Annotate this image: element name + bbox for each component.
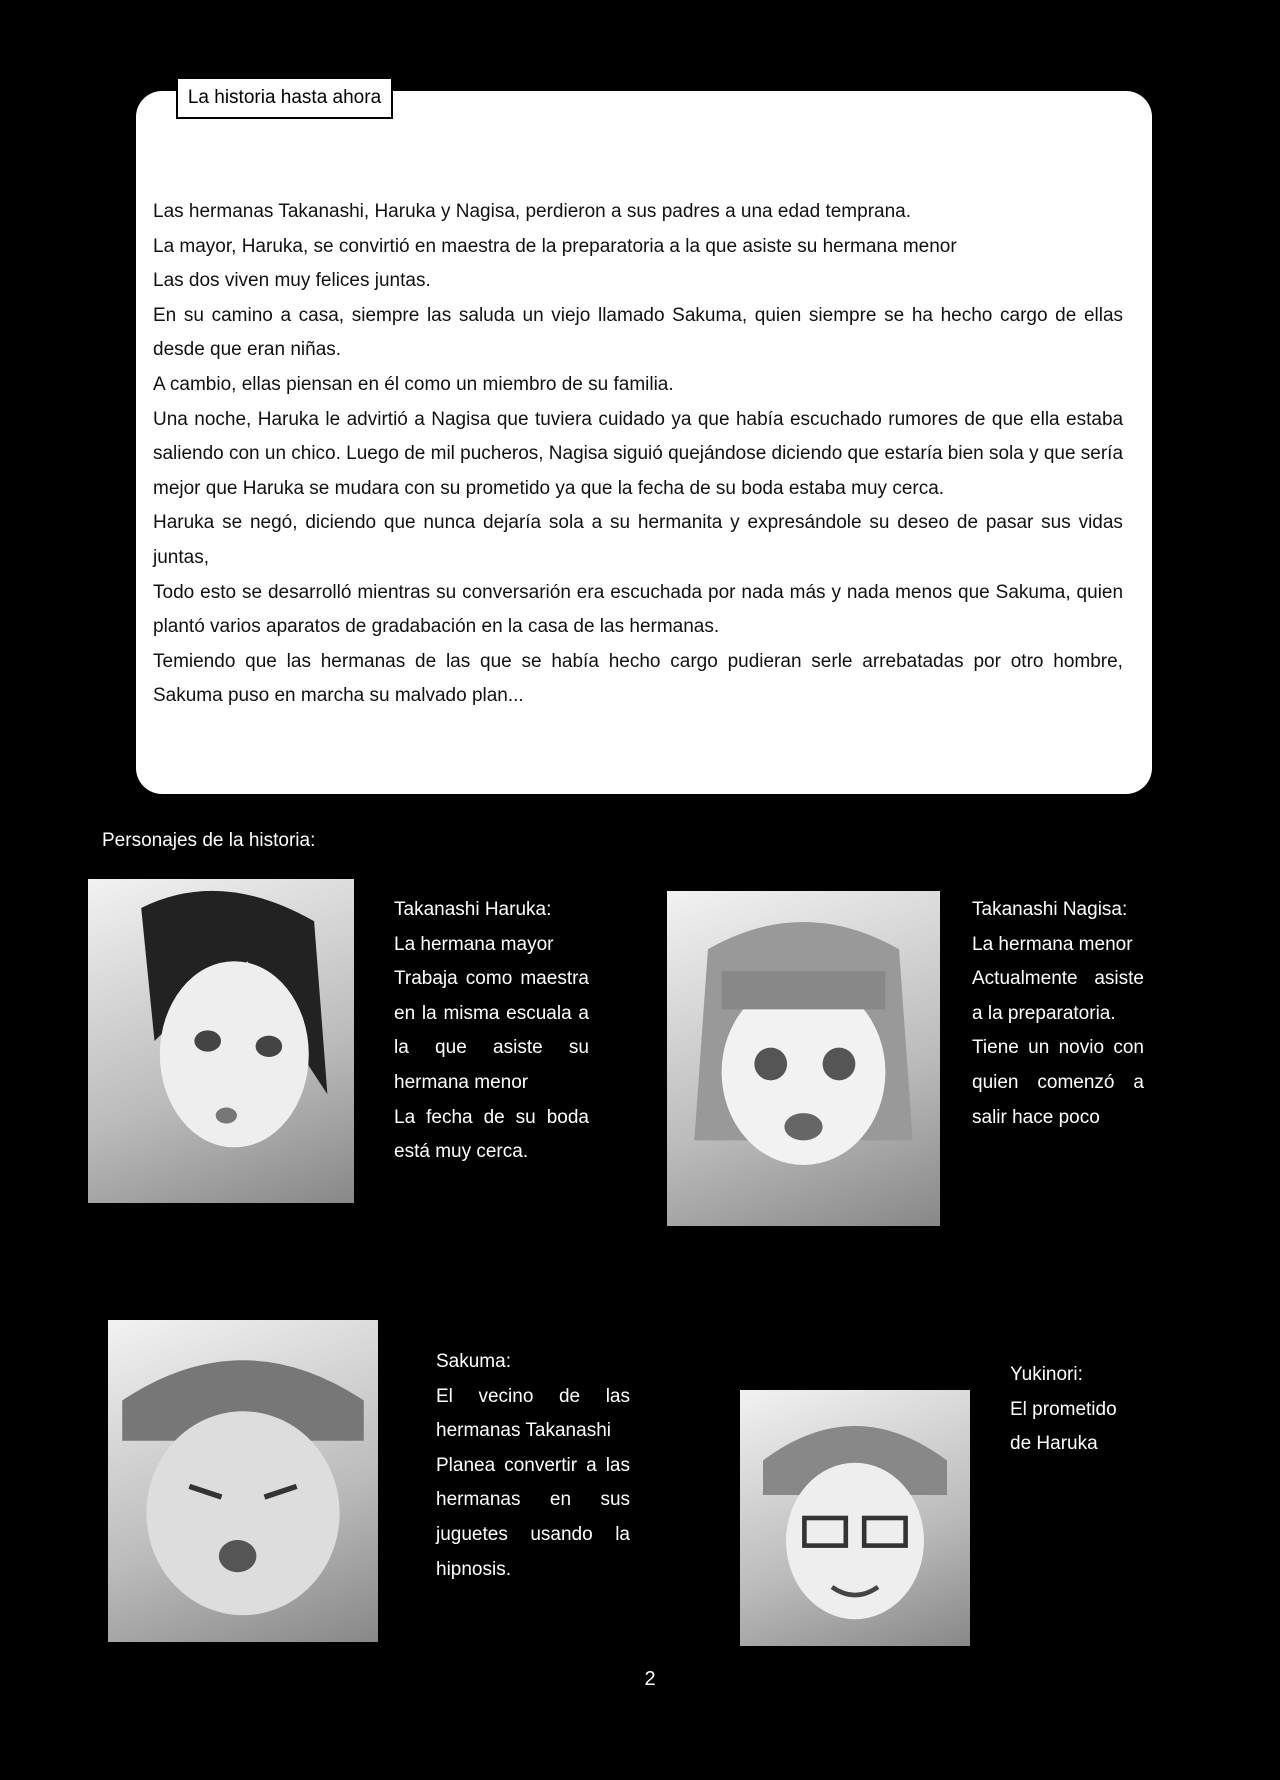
char-line: la que asiste su: [394, 1037, 589, 1059]
char-line: salir hace poco: [972, 1106, 1100, 1128]
char-line: Trabaja como maestra: [394, 968, 589, 990]
summary-line: Sakuma puso en marcha su malvado plan...: [153, 685, 524, 707]
char-line: hipnosis.: [436, 1558, 511, 1580]
sakuma-portrait: [108, 1320, 378, 1642]
summary-line: Temiendo que las hermanas de las que se había hecho cargo pudieran serle arrebatadas por otro hombre,: [153, 650, 1123, 672]
summary-line: mejor que Haruka se mudara con su prometido ya que la fecha de su boda estaba muy cerca.: [153, 477, 945, 499]
haruka-description: [394, 893, 589, 1170]
char-line: juguetes usando la: [436, 1523, 630, 1545]
summary-line: Haruka se negó, diciendo que nunca dejaría sola a su hermanita y expresándole su deseo de pasar sus vidas: [153, 512, 1123, 534]
char-line: de Haruka: [1010, 1433, 1098, 1455]
char-line: hermana menor: [394, 1071, 529, 1093]
summary-text: [153, 195, 1123, 714]
char-line: La hermana menor: [972, 933, 1133, 955]
summary-title: La historia hasta ahora: [176, 77, 393, 119]
summary-line: desde que eran niñas.: [153, 339, 342, 361]
char-line: Takanashi Haruka:: [394, 899, 552, 920]
sakuma-description: [436, 1345, 630, 1587]
summary-line: Las hermanas Takanashi, Haruka y Nagisa, perdieron a sus padres a una edad temprana.: [153, 201, 911, 222]
char-line: Planea convertir a las: [436, 1454, 630, 1476]
nagisa-description: [972, 893, 1144, 1135]
char-line: Tiene un novio con: [972, 1037, 1144, 1059]
page-number: 2: [644, 1668, 656, 1690]
haruka-portrait: [88, 879, 354, 1203]
summary-line: Una noche, Haruka le advirtió a Nagisa que tuviera cuidado ya que había escuchado rumores de que ella estaba: [153, 408, 1124, 430]
char-line: está muy cerca.: [394, 1141, 529, 1163]
char-line: La hermana mayor: [394, 933, 554, 955]
summary-line: A cambio, ellas piensan en él como un miembro de su familia.: [153, 373, 674, 395]
char-line: hermanas Takanashi: [436, 1420, 611, 1442]
char-line: El vecino de las: [436, 1385, 631, 1407]
nagisa-portrait: [667, 891, 940, 1226]
summary-line: juntas,: [153, 546, 209, 568]
summary-line: En su camino a casa, siempre las saluda un viejo llamado Sakuma, quien siempre se ha hecho cargo de ellas: [153, 304, 1124, 326]
summary-line: Todo esto se desarrolló mientras su conversarión era escuchada por nada más y nada menos que Sakuma, quien: [153, 581, 1124, 603]
char-line: Takanashi Nagisa:: [972, 899, 1128, 920]
characters-heading: Personajes de la historia:: [102, 830, 316, 851]
summary-line: plantó varios aparatos de gradabación en la casa de las hermanas.: [153, 616, 720, 638]
char-line: Actualmente asiste: [972, 968, 1144, 990]
summary-line: La mayor, Haruka, se convirtió en maestra de la preparatoria a la que asiste su hermana menor: [153, 235, 957, 257]
char-line: Sakuma:: [436, 1351, 511, 1372]
char-line: El prometido: [1010, 1398, 1117, 1420]
char-line: hermanas en sus: [436, 1489, 631, 1511]
yukinori-portrait: [740, 1390, 970, 1646]
char-line: Yukinori:: [1010, 1364, 1083, 1385]
summary-line: saliendo con un chico. Luego de mil pucheros, Nagisa siguió quejándose diciendo que estaría bien sola y que sería: [153, 443, 1124, 465]
char-line: La fecha de su boda: [394, 1106, 589, 1128]
yukinori-description: [1010, 1358, 1150, 1462]
char-line: en la misma escuala a: [394, 1002, 589, 1024]
summary-line: Las dos viven muy felices juntas.: [153, 270, 431, 292]
char-line: a la preparatoria.: [972, 1002, 1116, 1024]
char-line: quien comenzó a: [972, 1071, 1144, 1093]
